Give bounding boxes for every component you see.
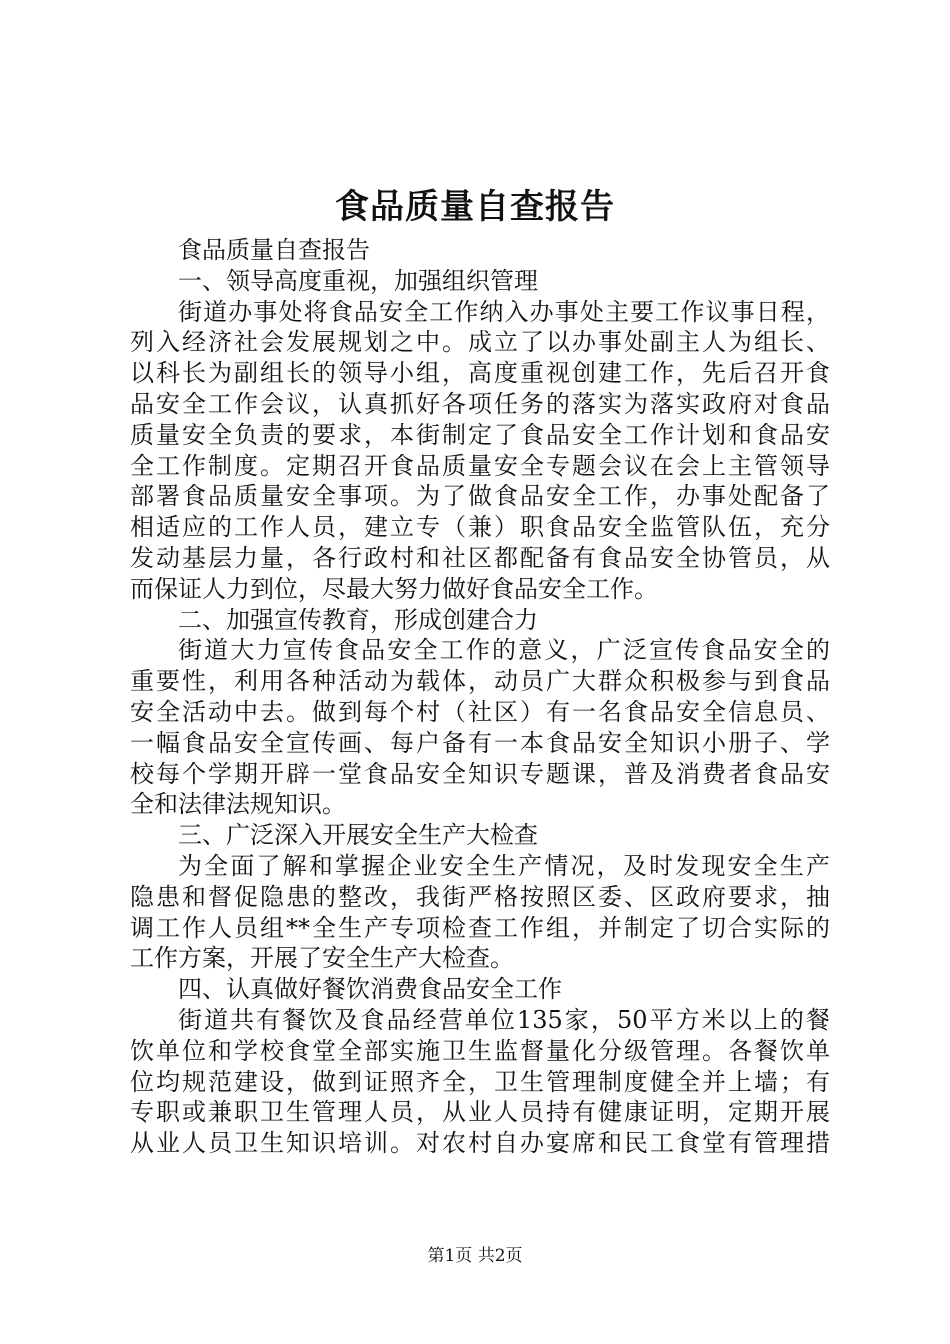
text-line: 三、广泛深入开展安全生产大检查 — [178, 821, 538, 850]
text-line: 为全面了解和掌握企业安全生产情况，及时发现安全生产 — [178, 851, 830, 880]
text-line: 位均规范建设，做到证照齐全，卫生管理制度健全并上墙；有 — [130, 1067, 830, 1096]
text-line: 工作方案，开展了安全生产大检查。 — [130, 944, 514, 973]
text-line: 部署食品质量安全事项。为了做食品安全工作，办事处配备了 — [130, 482, 830, 511]
text-line: 一幅食品安全宣传画、每户备有一本食品安全知识小册子、学 — [130, 728, 830, 757]
text-line: 街道大力宣传食品安全工作的意义，广泛宣传食品安全的 — [178, 636, 830, 665]
text-line: 相适应的工作人员，建立专（兼）职食品安全监管队伍，充分 — [130, 513, 830, 542]
text-line: 安全活动中去。做到每个村（社区）有一名食品安全信息员、 — [130, 697, 830, 726]
text-line: 二、加强宣传教育，形成创建合力 — [178, 605, 538, 634]
text-line: 全工作制度。定期召开食品质量安全专题会议在会上主管领导 — [130, 451, 830, 480]
text-line: 一、领导高度重视，加强组织管理 — [178, 266, 538, 295]
text-line: 列入经济社会发展规划之中。成立了以办事处副主人为组长、 — [130, 328, 830, 357]
document-body — [130, 235, 830, 1159]
text-line: 隐患和督促隐患的整改，我街严格按照区委、区政府要求，抽 — [130, 882, 830, 911]
document-title: 食品质量自查报告 — [335, 187, 615, 227]
page-footer: 第1页 共2页 — [427, 1246, 523, 1266]
text-line: 调工作人员组**全生产专项检查工作组，并制定了切合实际的 — [130, 913, 830, 942]
text-line: 食品质量自查报告 — [178, 236, 370, 264]
text-line: 发动基层力量，各行政村和社区都配备有食品安全协管员，从 — [130, 543, 830, 572]
text-line: 饮单位和学校食堂全部实施卫生监督量化分级管理。各餐饮单 — [130, 1036, 830, 1065]
text-line: 街道办事处将食品安全工作纳入办事处主要工作议事日程， — [178, 297, 830, 326]
text-line: 而保证人力到位，尽最大努力做好食品安全工作。 — [130, 574, 658, 603]
text-line: 全和法律法规知识。 — [130, 790, 346, 819]
text-line: 街道共有餐饮及食品经营单位135家，50平方米以上的餐 — [178, 1005, 830, 1034]
text-line: 从业人员卫生知识培训。对农村自办宴席和民工食堂有管理措 — [130, 1129, 830, 1158]
text-line: 校每个学期开辟一堂食品安全知识专题课，普及消费者食品安 — [130, 759, 830, 788]
text-line: 以科长为副组长的领导小组，高度重视创建工作，先后召开食 — [130, 359, 830, 388]
text-line: 品安全工作会议，认真抓好各项任务的落实为落实政府对食品 — [130, 389, 830, 418]
text-line: 重要性，利用各种活动为载体，动员广大群众积极参与到食品 — [130, 667, 830, 696]
text-line: 四、认真做好餐饮消费食品安全工作 — [178, 975, 562, 1004]
text-line: 质量安全负责的要求，本街制定了食品安全工作计划和食品安 — [130, 420, 830, 449]
text-line: 专职或兼职卫生管理人员，从业人员持有健康证明，定期开展 — [130, 1098, 830, 1127]
